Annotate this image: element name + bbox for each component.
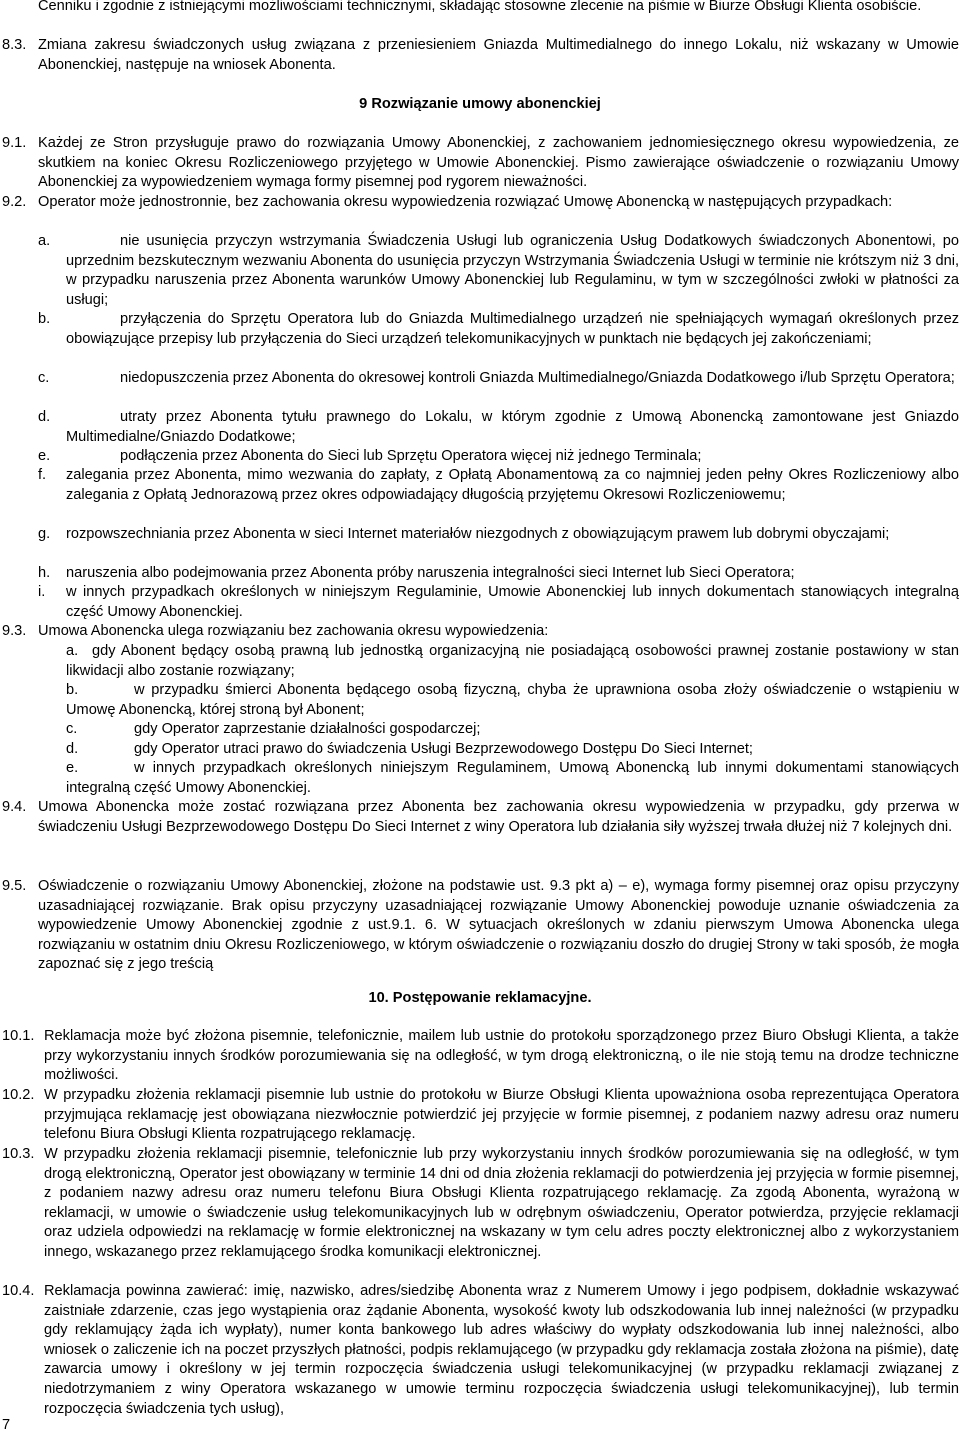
page-number: 7 <box>2 1417 11 1433</box>
list-item-text: naruszenia albo podejmowania przez Abonenta próby naruszenia integralności sieci Internet lub Sieci Operatora; <box>66 565 795 581</box>
paragraph-10-3-number: 10.3. <box>2 1146 35 1162</box>
list-item-label: b. <box>66 682 79 698</box>
list-item-text: w przypadku śmierci Abonenta będącego osobą fizyczną, chyba że uprawniona osoba złoży oświadczenie o wstąpieniu w Umowę Abonencką, której stroną był Abonent; <box>66 682 959 718</box>
paragraph-10-1-text: Reklamacja może być złożona pisemnie, telefonicznie, mailem lub ustnie do protokołu sporządzonego przez Biuro Obsługi Klienta, a także przy wykorzystaniu innych środków porozumiewania się na odległość, w tym drogą elektroniczną, o ile nie stoją temu na drodze techniczne możliwości. <box>44 1028 959 1084</box>
list-item-label: a. <box>66 643 79 659</box>
list-item-label: i. <box>38 584 46 600</box>
list-item-text: niedopuszczenia przez Abonenta do okresowej kontroli Gniazda Multimedialnego/Gniazda Dodatkowego i/lub Sprzętu Operatora; <box>120 370 955 386</box>
list-item-label: c. <box>38 370 50 386</box>
paragraph-8-3-number: 8.3. <box>2 37 27 53</box>
list-item-label: b. <box>38 311 51 327</box>
list-item-label: c. <box>66 721 78 737</box>
paragraph-10-2-number: 10.2. <box>2 1087 35 1103</box>
list-item-text: podłączenia przez Abonenta do Sieci lub Sprzętu Operatora więcej niż jednego Terminala; <box>120 448 702 464</box>
paragraph-9-2-text: Operator może jednostronnie, bez zachowania okresu wypowiedzenia rozwiązać Umowę Abonencką w następujących przypadkach: <box>38 194 893 210</box>
list-item-label: h. <box>38 565 51 581</box>
list-item-label: f. <box>38 467 47 483</box>
paragraph-9-1-number: 9.1. <box>2 135 27 151</box>
list-item-label: d. <box>66 741 79 757</box>
section-10-heading <box>0 989 960 1009</box>
section-9-heading <box>0 95 960 115</box>
paragraph-10-4-number: 10.4. <box>2 1283 35 1299</box>
section-10-title: 10. Postępowanie reklamacyjne. <box>368 990 592 1006</box>
list-item-text: zalegania przez Abonenta, mimo wezwania do zapłaty, z Opłatą Abonamentową za co najmniej jeden pełny Okres Rozliczeniowy albo zalegania z Opłatą Jednorazową przez okres odpowiadający długością przyjętemu Okresowi Rozliczeniowemu; <box>66 467 959 503</box>
list-item-text: w innych przypadkach określonych niniejszym Regulaminem, Umową Abonencką lub innymi dokumentami stanowiących integralną część Umowy Abonenckiej. <box>66 760 959 796</box>
list-item-text: w innych przypadkach określonych w niniejszym Regulaminie, Umowie Abonenckiej lub innych dokumentach stanowiących integralną część Umowy Abonenckiej. <box>66 584 959 620</box>
paragraph-10-1-number: 10.1. <box>2 1028 35 1044</box>
list-item-label: e. <box>66 760 79 776</box>
list-item-label: g. <box>38 526 51 542</box>
paragraph-9-3-number: 9.3. <box>2 623 27 639</box>
paragraph-9-5-text: Oświadczenie o rozwiązaniu Umowy Abonenckiej, złożone na podstawie ust. 9.3 pkt a) – e), wymaga formy pisemnej oraz opisu przyczyny uzasadniającej rozwiązanie. Brak opisu przyczyny uzasadniającej rozwiązanie Umowy Abonenckiej powoduje uznanie oświadczenia za wypowiedzenie Umowy Abonenckiej zgodnie z ust.9.1. 6. W sytuacjach określonych w zdaniu pierwszym Umowa Abonencka ulega rozwiązaniu w ostatnim dniu Okresu Rozliczeniowego, w którym oświadczenie o rozwiązaniu doszło do drugiej Strony w taki sposób, że mogła zapoznać się z jego treścią <box>38 878 959 973</box>
list-item-text: utraty przez Abonenta tytułu prawnego do Lokalu, w którym zgodnie z Umową Abonencką zamontowane jest Gniazdo Multimedialne/Gniazdo Dodatkowe; <box>66 409 959 445</box>
paragraph-10-2-text: W przypadku złożenia reklamacji pisemnie lub ustnie do protokołu w Biurze Obsługi Klienta upoważniona osoba reprezentująca Operatora przyjmująca reklamację jest obowiązana niezwłocznie potwierdzić jej przyjęcie w formie pisemnej, z podaniem nazwy adresu oraz numeru telefonu Biura Obsługi Klienta rozpatrującego reklamację. <box>44 1087 959 1143</box>
paragraph-9-4-text: Umowa Abonencka może zostać rozwiązana przez Abonenta bez zachowania okresu wypowiedzenia w przypadku, gdy przerwa w świadczeniu Usługi Bezprzewodowego Dostępu Do Sieci Internet z winy Operatora lub działania siły wyższej trwała dłużej niż 7 kolejnych dni. <box>38 799 959 835</box>
list-item-text: gdy Operator utraci prawo do świadczenia Usługi Bezprzewodowego Dostępu Do Sieci Internet; <box>134 741 753 757</box>
paragraph-9-3-text: Umowa Abonencka ulega rozwiązaniu bez zachowania okresu wypowiedzenia: <box>38 623 549 639</box>
paragraph-9-1-text: Każdej ze Stron przysługuje prawo do rozwiązania Umowy Abonenckiej, z zachowaniem jednomiesięcznego okresu wypowiedzenia, ze skutkiem na koniec Okresu Rozliczeniowego przyjętego w Umowie Abonenckiej. Pismo zawierające oświadczenie o rozwiązaniu Umowy Abonenckiej za wypowiedzeniem wymaga formy pisemnej pod rygorem nieważności. <box>38 135 959 191</box>
list-item-text: rozpowszechniania przez Abonenta w sieci Internet materiałów niezgodnych z obowiązującym prawem lub dobrymi obyczajami; <box>66 526 890 542</box>
paragraph-8-2-continuation: Cenniku i zgodnie z istniejącymi możliwościami technicznymi, składając stosowne zlecenie na piśmie w Biurze Obsługi Klienta osobiście. <box>38 0 922 14</box>
list-item-text: przyłączenia do Sprzętu Operatora lub do Gniazda Multimedialnego urządzeń nie spełniających wymagań określonych przez obowiązujące przepisy lub przyłączenia do Sieci urządzeń telekomunikacyjnych w punktach nie będących jej zakończeniami; <box>66 311 959 347</box>
section-9-title: 9 Rozwiązanie umowy abonenckiej <box>359 96 601 112</box>
list-item-label: e. <box>38 448 51 464</box>
list-item-label: a. <box>38 233 51 249</box>
paragraph-9-5-number: 9.5. <box>2 878 27 894</box>
list-item-text: gdy Abonent będący osobą prawną lub jednostką organizacyjną nie posiadającą osobowości prawnej zostanie postawiony w stan likwidacji albo zostanie rozwiązany; <box>66 643 959 679</box>
paragraph-10-3-text: W przypadku złożenia reklamacji pisemnie, telefonicznie lub przy wykorzystaniu innych środków porozumiewania się na odległość, w tym drogą elektroniczną, Operator jest obowiązany w terminie 14 dni od dnia złożenia reklamacji do potwierdzenia jej przyjęcia w formie pisemnej, z podaniem nazwy adresu oraz numeru telefonu Biura Obsługi Klienta rozpatrującego reklamację. Za zgodą Abonenta, wyrażoną w reklamacji, w umowie o świadczenie usług telekomunikacyjnych lub w odrębnym oświadczeniu, Operator potwierdza, przyjęcie reklamacji oraz udziela odpowiedzi na reklamację w formie elektronicznej na wskazany w tym celu adres poczty elektronicznej albo z wykorzystaniem innego, wskazanego przez reklamującego środka komunikacji elektronicznej. <box>44 1146 959 1260</box>
list-item-label: d. <box>38 409 51 425</box>
list-item-text: nie usunięcia przyczyn wstrzymania Świadczenia Usługi lub ograniczenia Usług Dodatkowych świadczonych Abonentowi, po uprzednim bezskutecznym wezwaniu Abonenta do usunięcia przyczyn Wstrzymania Świadczenia Usługi w terminie nie krótszym niż 3 dni, w przypadku naruszenia przez Abonenta warunków Umowy Abonenckiej lub Regulaminu, w tym w szczególności zwłoki w płatności za usługi; <box>66 233 959 308</box>
paragraph-10-4-text: Reklamacja powinna zawierać: imię, nazwisko, adres/siedzibę Abonenta wraz z Numerem Umowy i jego podpisem, dokładnie wskazywać zaistniałe zdarzenie, czas jego wystąpienia oraz żądanie Abonenta, wysokość kwoty lub odszkodowania lub innej należności (w przypadku gdy reklamujący żąda ich wypłaty), numer konta bankowego lub adres właściwy do wypłaty odszkodowania lub innej należności, albo wniosek o zaliczenie ich na poczet przyszłych płatności, podpis reklamującego (w przypadku gdy reklamacja została złożona na piśmie), datę zawarcia umowy i określony w jej termin rozpoczęcia świadczenia usługi telekomunikacyjnej (w przypadku reklamacji związanej z niedotrzymaniem z winy Operatora wskazanego w umowie terminu rozpoczęcia świadczenia usługi telekomunikacyjnej), lub termin rozpoczęcia świadczenia tych usług), <box>44 1283 959 1417</box>
list-item-text: gdy Operator zaprzestanie działalności gospodarczej; <box>134 721 481 737</box>
paragraph-9-2-number: 9.2. <box>2 194 27 210</box>
paragraph-9-4-number: 9.4. <box>2 799 27 815</box>
paragraph-8-3-text: Zmiana zakresu świadczonych usług związana z przeniesieniem Gniazda Multimedialnego do innego Lokalu, niż wskazany w Umowie Abonenckiej, następuje na wniosek Abonenta. <box>38 37 959 73</box>
